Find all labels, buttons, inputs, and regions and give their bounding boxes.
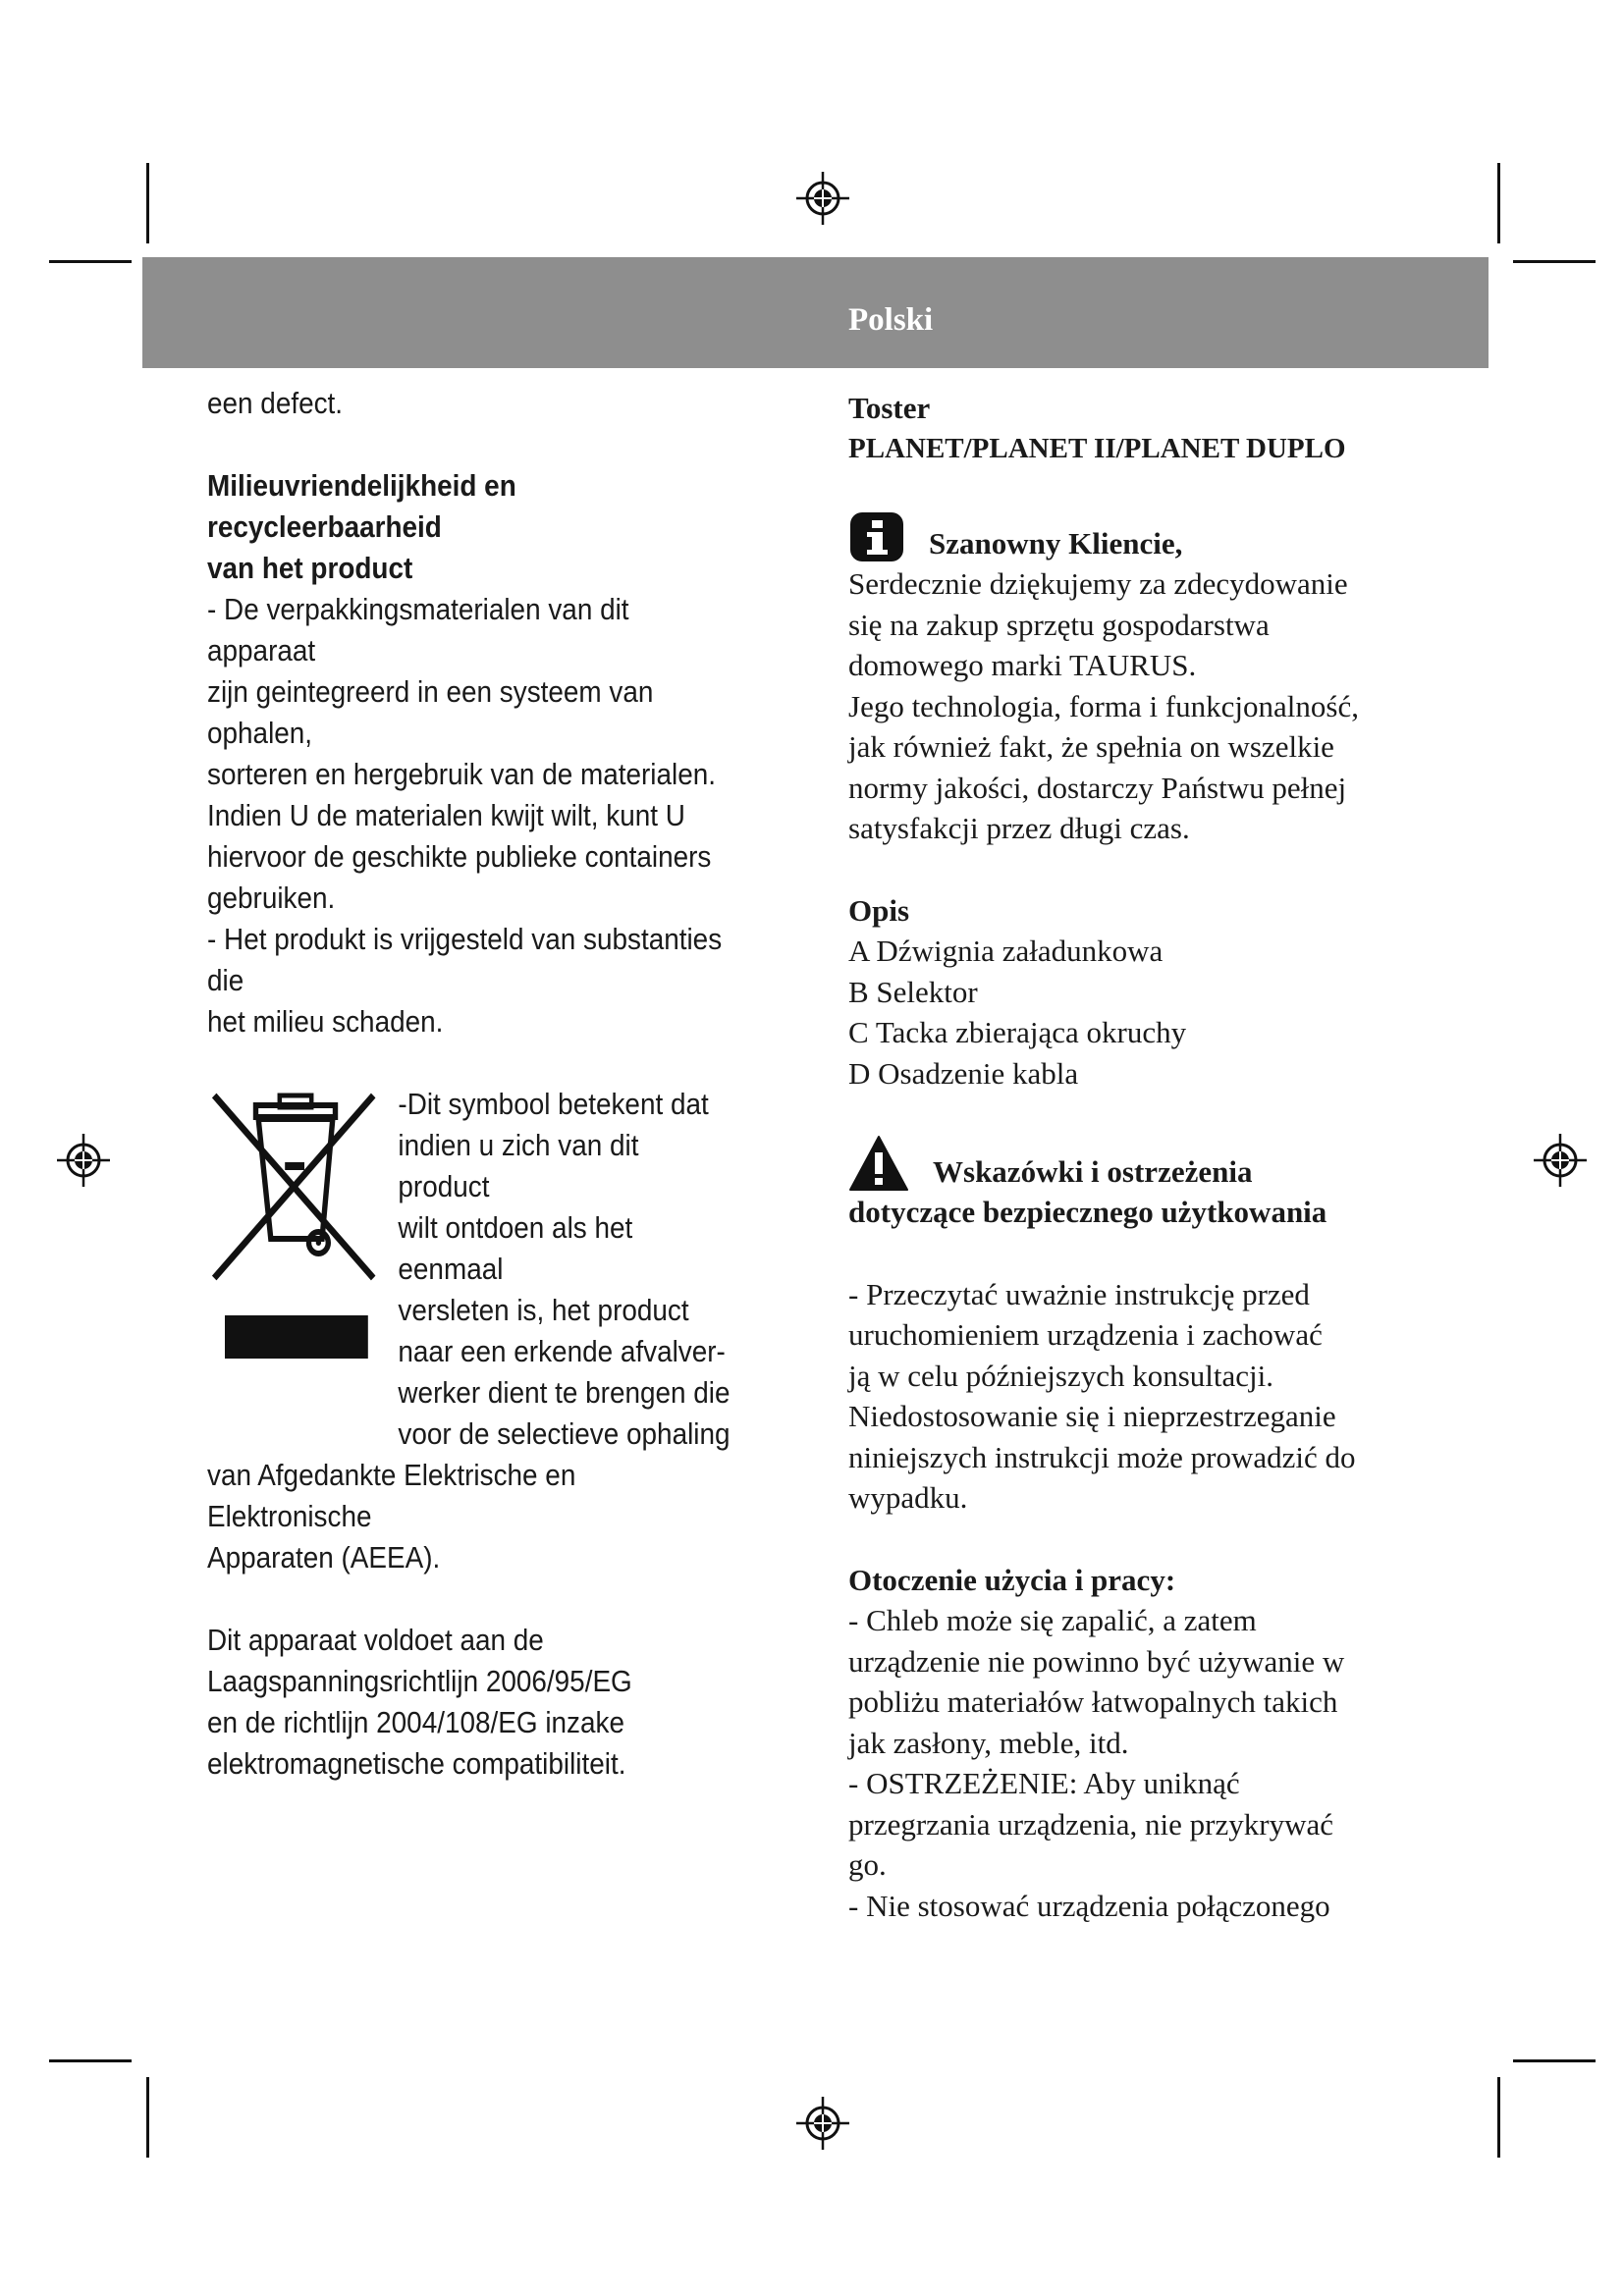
warning-icon	[848, 1135, 909, 1192]
eco-text-line: zijn geintegreerd in een systeem van ophalen,	[207, 674, 654, 750]
environment-heading: Otoczenie użycia i pracy:	[848, 1562, 1176, 1597]
safety-heading: Wskazówki i ostrzeżenia	[933, 1153, 1253, 1189]
description-item: A Dźwignia załadunkowa	[848, 934, 1164, 968]
eco-text-line: - Het produkt is vrijgesteld van substanties die	[207, 922, 723, 997]
continuation-text: een defect.	[207, 386, 344, 420]
weee-crossed-bin-icon	[207, 1084, 384, 1368]
weee-text-line: versleten is, het product	[398, 1293, 689, 1327]
greeting-text-line: jak również fakt, że spełnia on wszelkie	[848, 729, 1334, 764]
language-header-band	[142, 257, 1489, 368]
crop-mark	[1513, 260, 1596, 263]
crop-mark	[1497, 2077, 1500, 2158]
safety-heading-row	[848, 1135, 1447, 1192]
registration-mark-icon	[1532, 1132, 1589, 1189]
left-column	[207, 383, 737, 1785]
safety-text-line: niniejszych instrukcji może prowadzić do	[848, 1439, 1356, 1474]
compliance-text-line: en de richtlijn 2004/108/EG inzake	[207, 1705, 624, 1739]
weee-text-line: indien u zich van dit product	[398, 1128, 639, 1203]
product-type: Toster	[848, 391, 931, 425]
environment-text-line: urządzenie nie powinno być używanie w	[848, 1643, 1345, 1679]
crop-mark	[146, 163, 149, 243]
crop-mark	[146, 2077, 149, 2158]
registration-mark-icon	[794, 2095, 851, 2152]
description-item: B Selektor	[848, 974, 978, 1009]
greeting-text-line: Jego technologia, forma i funkcjonalność,	[848, 688, 1359, 723]
info-icon	[848, 510, 905, 563]
weee-text-line: naar een erkende afvalver-	[398, 1334, 726, 1368]
environment-text-line: pobliżu materiałów łatwopalnych takich	[848, 1684, 1338, 1719]
compliance-text-line: Dit apparaat voldoet aan de	[207, 1623, 544, 1657]
eco-text-line: hiervoor de geschikte publieke containers	[207, 839, 712, 874]
crop-mark	[49, 260, 132, 263]
registration-mark-icon	[794, 170, 851, 227]
eco-text-line: gebruiken.	[207, 881, 336, 915]
language-title: Polski	[848, 302, 934, 338]
environment-text-line: go.	[848, 1847, 887, 1882]
greeting-heading: Szanowny Kliencie,	[929, 525, 1183, 561]
crop-mark	[1497, 163, 1500, 243]
description-heading: Opis	[848, 892, 910, 928]
environment-text-line: jak zasłony, meble, itd.	[848, 1725, 1129, 1760]
eco-text-line: het milieu schaden.	[207, 1004, 444, 1039]
product-models: PLANET/PLANET II/PLANET DUPLO	[848, 432, 1346, 464]
description-item: D Osadzenie kabla	[848, 1055, 1079, 1091]
compliance-text-line: elektromagnetische compatibiliteit.	[207, 1746, 626, 1781]
eco-text-line: - De verpakkingsmaterialen van dit apparaat	[207, 592, 629, 667]
weee-text-line: wilt ontdoen als het eenmaal	[398, 1210, 633, 1286]
safety-heading: dotyczące bezpiecznego użytkowania	[848, 1195, 1327, 1229]
weee-section	[207, 1084, 737, 1455]
weee-text-line: van Afgedankte Elektrische en Elektronische	[207, 1458, 576, 1533]
safety-text-line: Niedostosowanie się i nieprzestrzeganie	[848, 1399, 1336, 1433]
weee-text-line: werker dient te brengen die	[398, 1375, 731, 1410]
eco-heading: van het product	[207, 551, 413, 585]
greeting-heading-row	[848, 510, 1447, 563]
eco-heading: Milieuvriendelijkheid en recycleerbaarheid	[207, 468, 516, 544]
crop-mark	[1513, 2059, 1596, 2062]
eco-text-line: Indien U de materialen kwijt wilt, kunt U	[207, 798, 685, 832]
environment-text-line: - OSTRZEŻENIE: Aby uniknąć	[848, 1766, 1240, 1800]
right-column	[848, 388, 1447, 1926]
safety-text-line: ją w celu późniejszych konsultacji.	[848, 1358, 1274, 1393]
weee-text-line: -Dit symbool betekent dat	[398, 1087, 709, 1121]
environment-text-line: - Nie stosować urządzenia połączonego	[848, 1888, 1330, 1923]
safety-text-line: uruchomieniem urządzenia i zachować	[848, 1317, 1323, 1352]
crop-mark	[49, 2059, 132, 2062]
weee-text-line: Apparaten (AEEA).	[207, 1540, 441, 1575]
greeting-text-line: normy jakości, dostarczy Państwu pełnej	[848, 770, 1347, 805]
description-item: C Tacka zbierająca okruchy	[848, 1015, 1187, 1049]
environment-text-line: - Chleb może się zapalić, a zatem	[848, 1603, 1257, 1637]
safety-text-line: - Przeczytać uważnie instrukcję przed	[848, 1276, 1310, 1311]
compliance-text-line: Laagspanningsrichtlijn 2006/95/EG	[207, 1664, 632, 1698]
greeting-text-line: się na zakup sprzętu gospodarstwa	[848, 607, 1270, 642]
safety-text-line: wypadku.	[848, 1480, 968, 1515]
greeting-text-line: domowego marki TAURUS.	[848, 648, 1197, 682]
eco-text-line: sorteren en hergebruik van de materialen.	[207, 757, 717, 791]
environment-text-line: przegrzania urządzenia, nie przykrywać	[848, 1806, 1333, 1842]
greeting-text-line: Serdecznie dziękujemy za zdecydowanie	[848, 566, 1348, 601]
greeting-text-line: satysfakcji przez długi czas.	[848, 811, 1190, 845]
weee-text-line: voor de selectieve ophaling	[398, 1416, 731, 1451]
registration-mark-icon	[55, 1132, 112, 1189]
